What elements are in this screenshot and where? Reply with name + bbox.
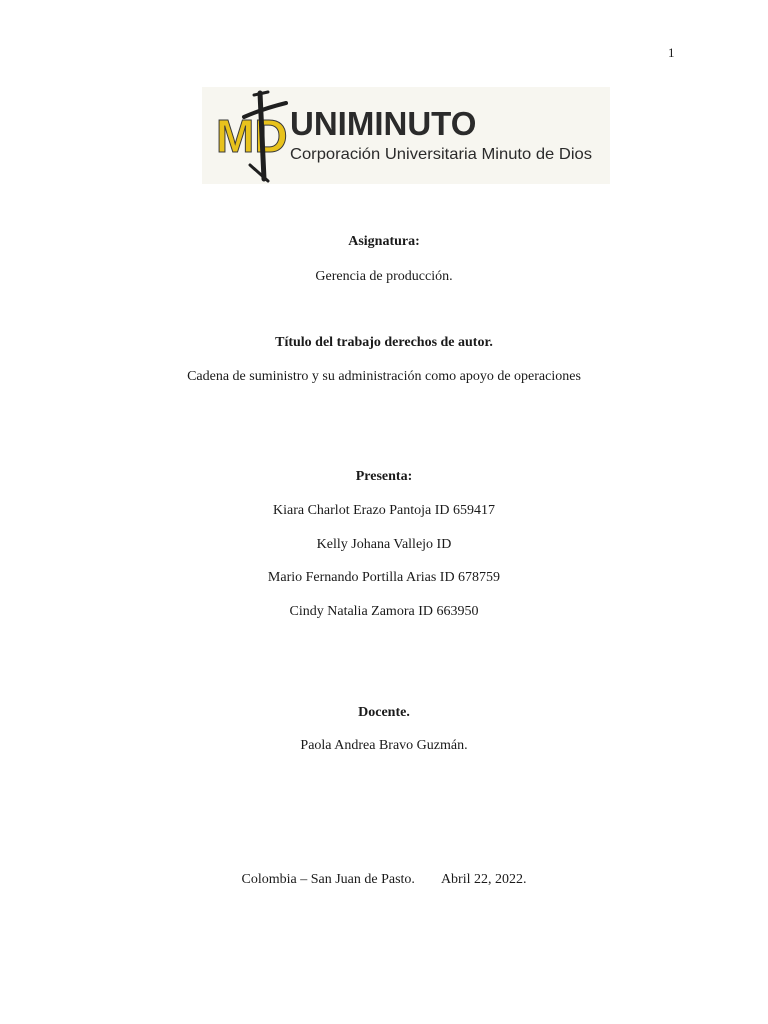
footer-date: Abril 22, 2022.: [440, 872, 527, 887]
title-value: Cadena de suministro y su administración como apoyo de operaciones: [187, 369, 581, 384]
teacher-heading: Docente.: [358, 705, 410, 720]
subject-value: Gerencia de producción.: [315, 269, 453, 284]
presenters-heading: Presenta:: [355, 469, 413, 484]
uniminuto-logo: [202, 87, 610, 184]
presenter-name: Kelly Johana Vallejo ID: [316, 537, 452, 552]
footer-line: [0, 871, 768, 889]
footer-place: Colombia – San Juan de Pasto.: [241, 872, 415, 887]
logo-monogram: MD: [216, 110, 288, 162]
logo-name: UNIMINUTO: [290, 105, 477, 142]
title-heading: Título del trabajo derechos de autor.: [275, 335, 493, 350]
page-number: 1: [668, 45, 675, 60]
presenter-name: Kiara Charlot Erazo Pantoja ID 659417: [273, 503, 495, 518]
presenter-name: Mario Fernando Portilla Arias ID 678759: [267, 570, 501, 585]
presenter-name: Cindy Natalia Zamora ID 663950: [289, 604, 479, 619]
logo-tagline: Corporación Universitaria Minuto de Dios: [290, 146, 592, 163]
subject-heading: Asignatura:: [348, 234, 420, 249]
teacher-name: Paola Andrea Bravo Guzmán.: [300, 738, 468, 753]
